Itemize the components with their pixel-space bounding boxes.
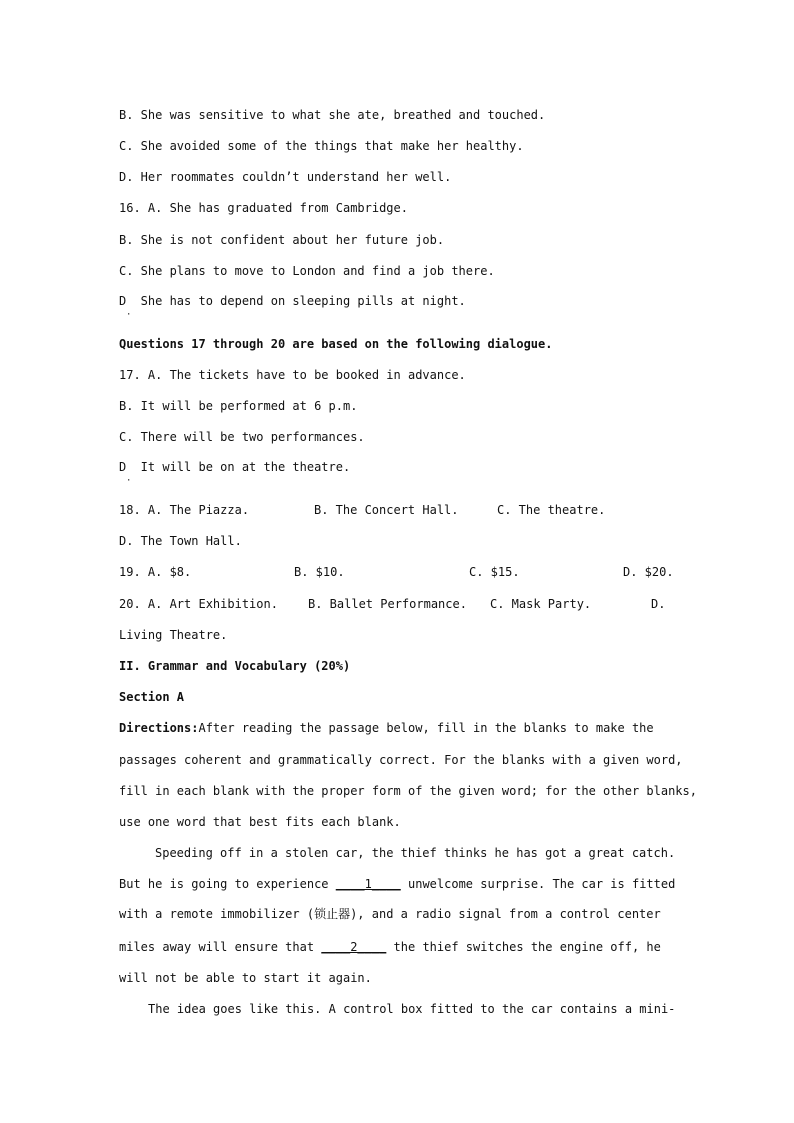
grammar-heading: II. Grammar and Vocabulary (20%) bbox=[119, 659, 351, 673]
passage-line-4 bbox=[119, 939, 661, 955]
directions-line-2: passages coherent and grammatically correct. For the blanks with a given word, bbox=[119, 753, 683, 767]
q16-option-c: C. She plans to move to London and find a job there. bbox=[119, 264, 495, 278]
q18-option-a: 18. A. The Piazza. bbox=[119, 503, 250, 517]
q20-option-a: 20. A. Art Exhibition. bbox=[119, 597, 278, 611]
passage-line-2-post: unwelcome surprise. The car is fitted bbox=[400, 877, 676, 891]
q19-option-d: D. $20. bbox=[623, 565, 674, 579]
q15-option-b: B. She was sensitive to what she ate, breathed and touched. bbox=[119, 108, 546, 122]
q16-option-d: D She has to depend on sleeping pills at night. bbox=[119, 294, 466, 308]
q20-option-c: C. Mask Party. bbox=[490, 597, 592, 611]
q20-option-d-letter: D. bbox=[651, 597, 666, 611]
passage-line-4-pre: miles away will ensure that bbox=[119, 940, 322, 954]
q16-d-dot: · bbox=[126, 310, 132, 320]
section-a-heading: Section A bbox=[119, 690, 185, 704]
q17-option-d: D It will be on at the theatre. bbox=[119, 460, 351, 474]
q17-option-a: 17. A. The tickets have to be booked in advance. bbox=[119, 368, 466, 382]
q15-option-d: D. Her roommates couldn’t understand her well. bbox=[119, 170, 452, 184]
q15-option-c: C. She avoided some of the things that make her healthy. bbox=[119, 139, 524, 153]
q18-option-b: B. The Concert Hall. bbox=[314, 503, 459, 517]
directions-line-4: use one word that best fits each blank. bbox=[119, 815, 401, 829]
passage-line-5: will not be able to start it again. bbox=[119, 971, 372, 985]
passage-line-3: with a remote immobilizer (锁止器), and a radio signal from a control center bbox=[119, 907, 661, 921]
q18-option-d: D. The Town Hall. bbox=[119, 534, 242, 548]
passage-line-4-post: the thief switches the engine off, he bbox=[386, 940, 661, 954]
q19-option-c: C. $15. bbox=[469, 565, 520, 579]
directions-label: Directions: bbox=[119, 721, 199, 735]
directions-line-1 bbox=[119, 720, 654, 736]
q19-option-b: B. $10. bbox=[294, 565, 345, 579]
passage-line-2 bbox=[119, 876, 675, 892]
q17-option-b: B. It will be performed at 6 p.m. bbox=[119, 399, 358, 413]
q18-option-c: C. The theatre. bbox=[497, 503, 606, 517]
passage-line-2-pre: But he is going to experience bbox=[119, 877, 336, 891]
directions-text-1: After reading the passage below, fill in the blanks to make the bbox=[198, 721, 654, 735]
q17-option-c: C. There will be two performances. bbox=[119, 430, 365, 444]
q20-option-b: B. Ballet Performance. bbox=[308, 597, 467, 611]
dialogue-heading: Questions 17 through 20 are based on the following dialogue. bbox=[119, 337, 553, 351]
directions-line-3: fill in each blank with the proper form of the given word; for the other blanks, bbox=[119, 784, 697, 798]
q16-option-b: B. She is not confident about her future job. bbox=[119, 233, 445, 247]
blank-2[interactable]: ____2____ bbox=[321, 940, 387, 954]
q20-option-d-text: Living Theatre. bbox=[119, 628, 228, 642]
q17-d-dot: · bbox=[126, 476, 132, 486]
passage-line-1: Speeding off in a stolen car, the thief thinks he has got a great catch. bbox=[155, 846, 676, 860]
q16-option-a: 16. A. She has graduated from Cambridge. bbox=[119, 201, 408, 215]
q19-option-a: 19. A. $8. bbox=[119, 565, 192, 579]
passage-line-6: The idea goes like this. A control box fitted to the car contains a mini- bbox=[148, 1002, 676, 1016]
blank-1[interactable]: ____1____ bbox=[335, 877, 401, 891]
